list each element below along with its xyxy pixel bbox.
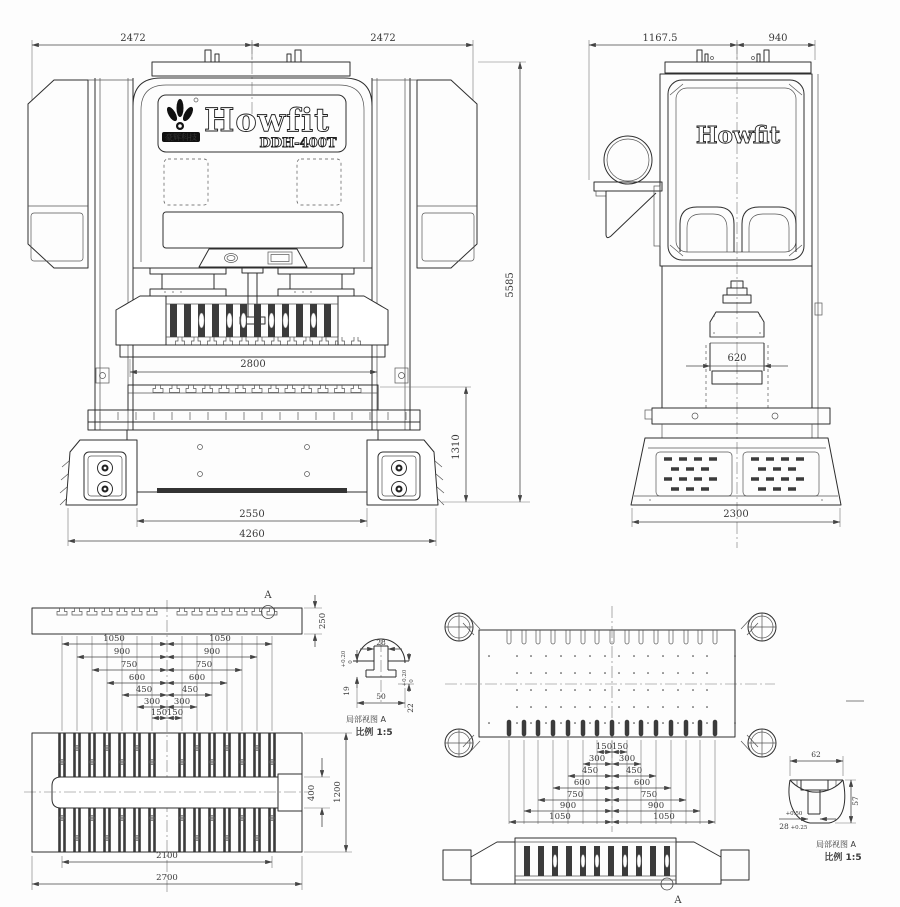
chain-450-l: 450 <box>135 685 153 695</box>
dim-slot-width: 28 <box>376 638 386 647</box>
pocket-depth-tol-upper: +0.20 <box>402 669 408 687</box>
chain-750-r: 750 <box>195 660 213 670</box>
schain-300-l: 300 <box>588 754 606 764</box>
motor <box>594 136 662 246</box>
chain-150-l: 150 <box>150 708 168 718</box>
crown-plate <box>152 62 350 76</box>
dim-pocket-width: 50 <box>376 692 386 701</box>
left-foot <box>60 440 137 505</box>
schain-450-r: 450 <box>625 766 643 776</box>
dim-base-depth: 2300 <box>723 509 749 520</box>
model-label: DDH-400T <box>259 136 337 151</box>
chain-1050-r: 1050 <box>209 634 231 644</box>
stem-tol-upper: +0.50 <box>785 811 803 817</box>
front-view <box>28 33 530 546</box>
side-view <box>589 33 841 548</box>
dim-bed-width: 2550 <box>239 509 265 520</box>
detail-a-callout-circle <box>262 606 275 619</box>
bolster-detail-view <box>341 638 415 738</box>
chain-750-l: 750 <box>120 660 138 670</box>
dim-slide-width: 2800 <box>240 359 266 370</box>
schain-600-l: 600 <box>573 778 591 788</box>
slide-elevation <box>443 838 749 906</box>
right-cabinet <box>417 80 477 268</box>
slot-depth-tol-upper: +0.20 <box>341 650 347 668</box>
chain-450-r: 450 <box>181 685 199 695</box>
chain-1050-l: 1050 <box>103 634 125 644</box>
schain-750-l: 750 <box>566 790 584 800</box>
dim-plate-width: 2700 <box>156 873 178 883</box>
schain-150-r: 150 <box>611 742 629 752</box>
slide-plate <box>479 630 735 737</box>
schain-900-r: 900 <box>647 801 665 811</box>
brand-logo-front: Howfit <box>204 101 330 139</box>
slide-detail-view <box>779 750 862 863</box>
schain-450-l: 450 <box>581 766 599 776</box>
chain-150-r: 150 <box>166 708 184 718</box>
chain-900-l: 900 <box>113 647 131 657</box>
detail-scale: 比例 1:5 <box>355 728 393 738</box>
dim-bolster-height: 1310 <box>451 434 462 460</box>
dim-boss-width: 62 <box>811 750 821 759</box>
dim-slot-span: 2100 <box>156 851 178 861</box>
detail-a-callout: A <box>264 590 272 601</box>
bolster-plan-view <box>24 590 352 892</box>
left-cabinet <box>28 80 88 268</box>
chain-600-r: 600 <box>188 673 206 683</box>
front-lower-panel <box>163 212 343 248</box>
dim-boss-height: 57 <box>851 796 860 806</box>
dim-side-rear: 940 <box>768 33 788 44</box>
dim-overall-width: 4260 <box>239 529 265 540</box>
schain-150-l: 150 <box>595 742 613 752</box>
chain-300-l: 300 <box>143 697 161 707</box>
slide-plan-view <box>443 606 864 906</box>
dim-plate-depth: 1200 <box>333 781 343 803</box>
dim-overall-height: 5585 <box>505 272 516 298</box>
chain-300-r: 300 <box>173 697 191 707</box>
schain-1050-r: 1050 <box>653 812 675 822</box>
dim-pocket-depth: 22 <box>406 703 415 713</box>
bolster-front <box>128 385 378 410</box>
dim-side-front: 1167.5 <box>642 33 678 44</box>
base-side <box>631 438 841 505</box>
detail-scale: 比例 1:5 <box>824 853 862 863</box>
dim-front-top-left: 2472 <box>120 33 146 44</box>
crown-plate-side <box>665 62 811 73</box>
slide-assembly <box>116 296 388 357</box>
slot-depth-tol-lower: 0 <box>348 660 354 664</box>
dim-bolster-thickness: 250 <box>318 612 328 630</box>
stem-tol-lower: +0.25 <box>790 825 808 831</box>
dim-channel-width: 400 <box>307 784 317 802</box>
pocket-depth-tol-lower: 0 <box>409 679 415 683</box>
dim-front-top-right: 2472 <box>370 33 396 44</box>
detail-a-callout: A <box>674 895 682 906</box>
leaf-logo-icon <box>165 98 198 130</box>
dim-slot-depth: 19 <box>342 686 351 696</box>
schain-750-r: 750 <box>640 790 658 800</box>
right-foot <box>367 440 444 505</box>
chain-600-l: 600 <box>128 673 146 683</box>
detail-label: 局部视图 A <box>815 840 857 849</box>
chain-900-r: 900 <box>203 647 221 657</box>
company-name: 豪辉科技 <box>165 133 197 142</box>
schain-1050-l: 1050 <box>549 812 571 822</box>
brand-logo-side: Howfit <box>695 122 781 149</box>
dim-ram-width: 620 <box>727 353 747 364</box>
schain-900-l: 900 <box>559 801 577 811</box>
detail-label: 局部视图 A <box>345 715 387 724</box>
schain-600-r: 600 <box>633 778 651 788</box>
schain-300-r: 300 <box>618 754 636 764</box>
dim-stem-width: 28 <box>779 822 789 831</box>
